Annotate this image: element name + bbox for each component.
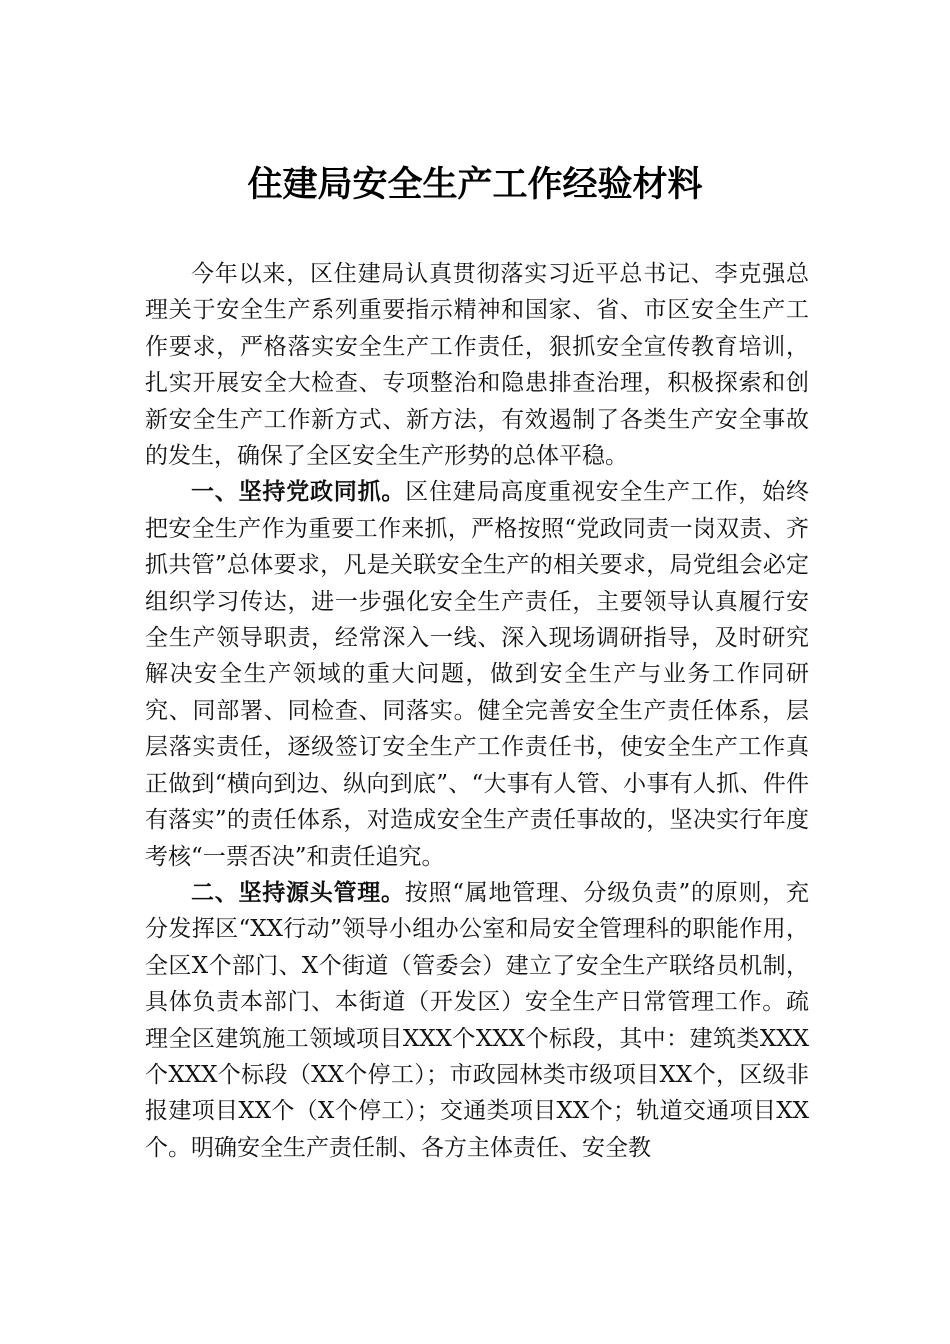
intro-paragraph: 今年以来，区住建局认真贯彻落实习近平总书记、李克强总理关于安全生产系列重要指示精神和国家、省、市区安全生产工作要求，严格落实安全生产工作责任，狠抓安全宣传教育培训，扎实开展安全大检查、专项整治和隐患排查治理，积极探索和创新安全生产工作新方式、新方法，有效遏制了各类生产安全事故的发生，确保了全区安全生产形势的总体平稳。 [145,261,809,470]
section-paragraph-2 [145,875,809,1166]
section-heading-2: 二、坚持源头管理。 [191,878,405,906]
document-title: 住建局安全生产工作经验材料 [247,164,703,205]
section-body-1: 区住建局高度重视安全生产工作，始终把安全生产作为重要工作来抓，严格按照“党政同责一岗双责、齐抓共管”总体要求，凡是关联安全生产的相关要求，局党组会必定组织学习传达，进一步强化安全生产责任，主要领导认真履行安全生产领导职责，经常深入一线、深入现场调研指导，及时研究解决安全生产领域的重大问题，做到安全生产与业务工作同研究、同部署、同检查、同落实。健全完善安全生产责任体系，层层落实责任，逐级签订安全生产工作责任书，使安全生产工作真正做到“横向到边、纵向到底”、“大事有人管、小事有人抓、件件有落实”的责任体系，对造成安全生产责任事故的，坚决实行年度考核“一票否决”和责任追究。 [145,479,810,870]
document-body [145,256,809,1166]
section-body-2: 按照“属地管理、分级负责”的原则，充分发挥区“XX行动”领导小组办公室和局安全管理科的职能作用，全区X个部门、X个街道（管委会）建立了安全生产联络员机制，具体负责本部门、本街道（开发区）安全生产日常管理工作。疏理全区建筑施工领域项目XXX个XXX个标段，其中：建筑类XXX个XXX个标段（XX个停工）；市政园林类市级项目XX个，区级非报建项目XX个（X个停工）；交通类项目XX个；轨道交通项目XX个。明确安全生产责任制、各方主体责任、安全教 [145,879,809,1161]
section-paragraph-1 [145,474,809,874]
section-heading-1: 一、坚持党政同抓。 [191,478,406,506]
